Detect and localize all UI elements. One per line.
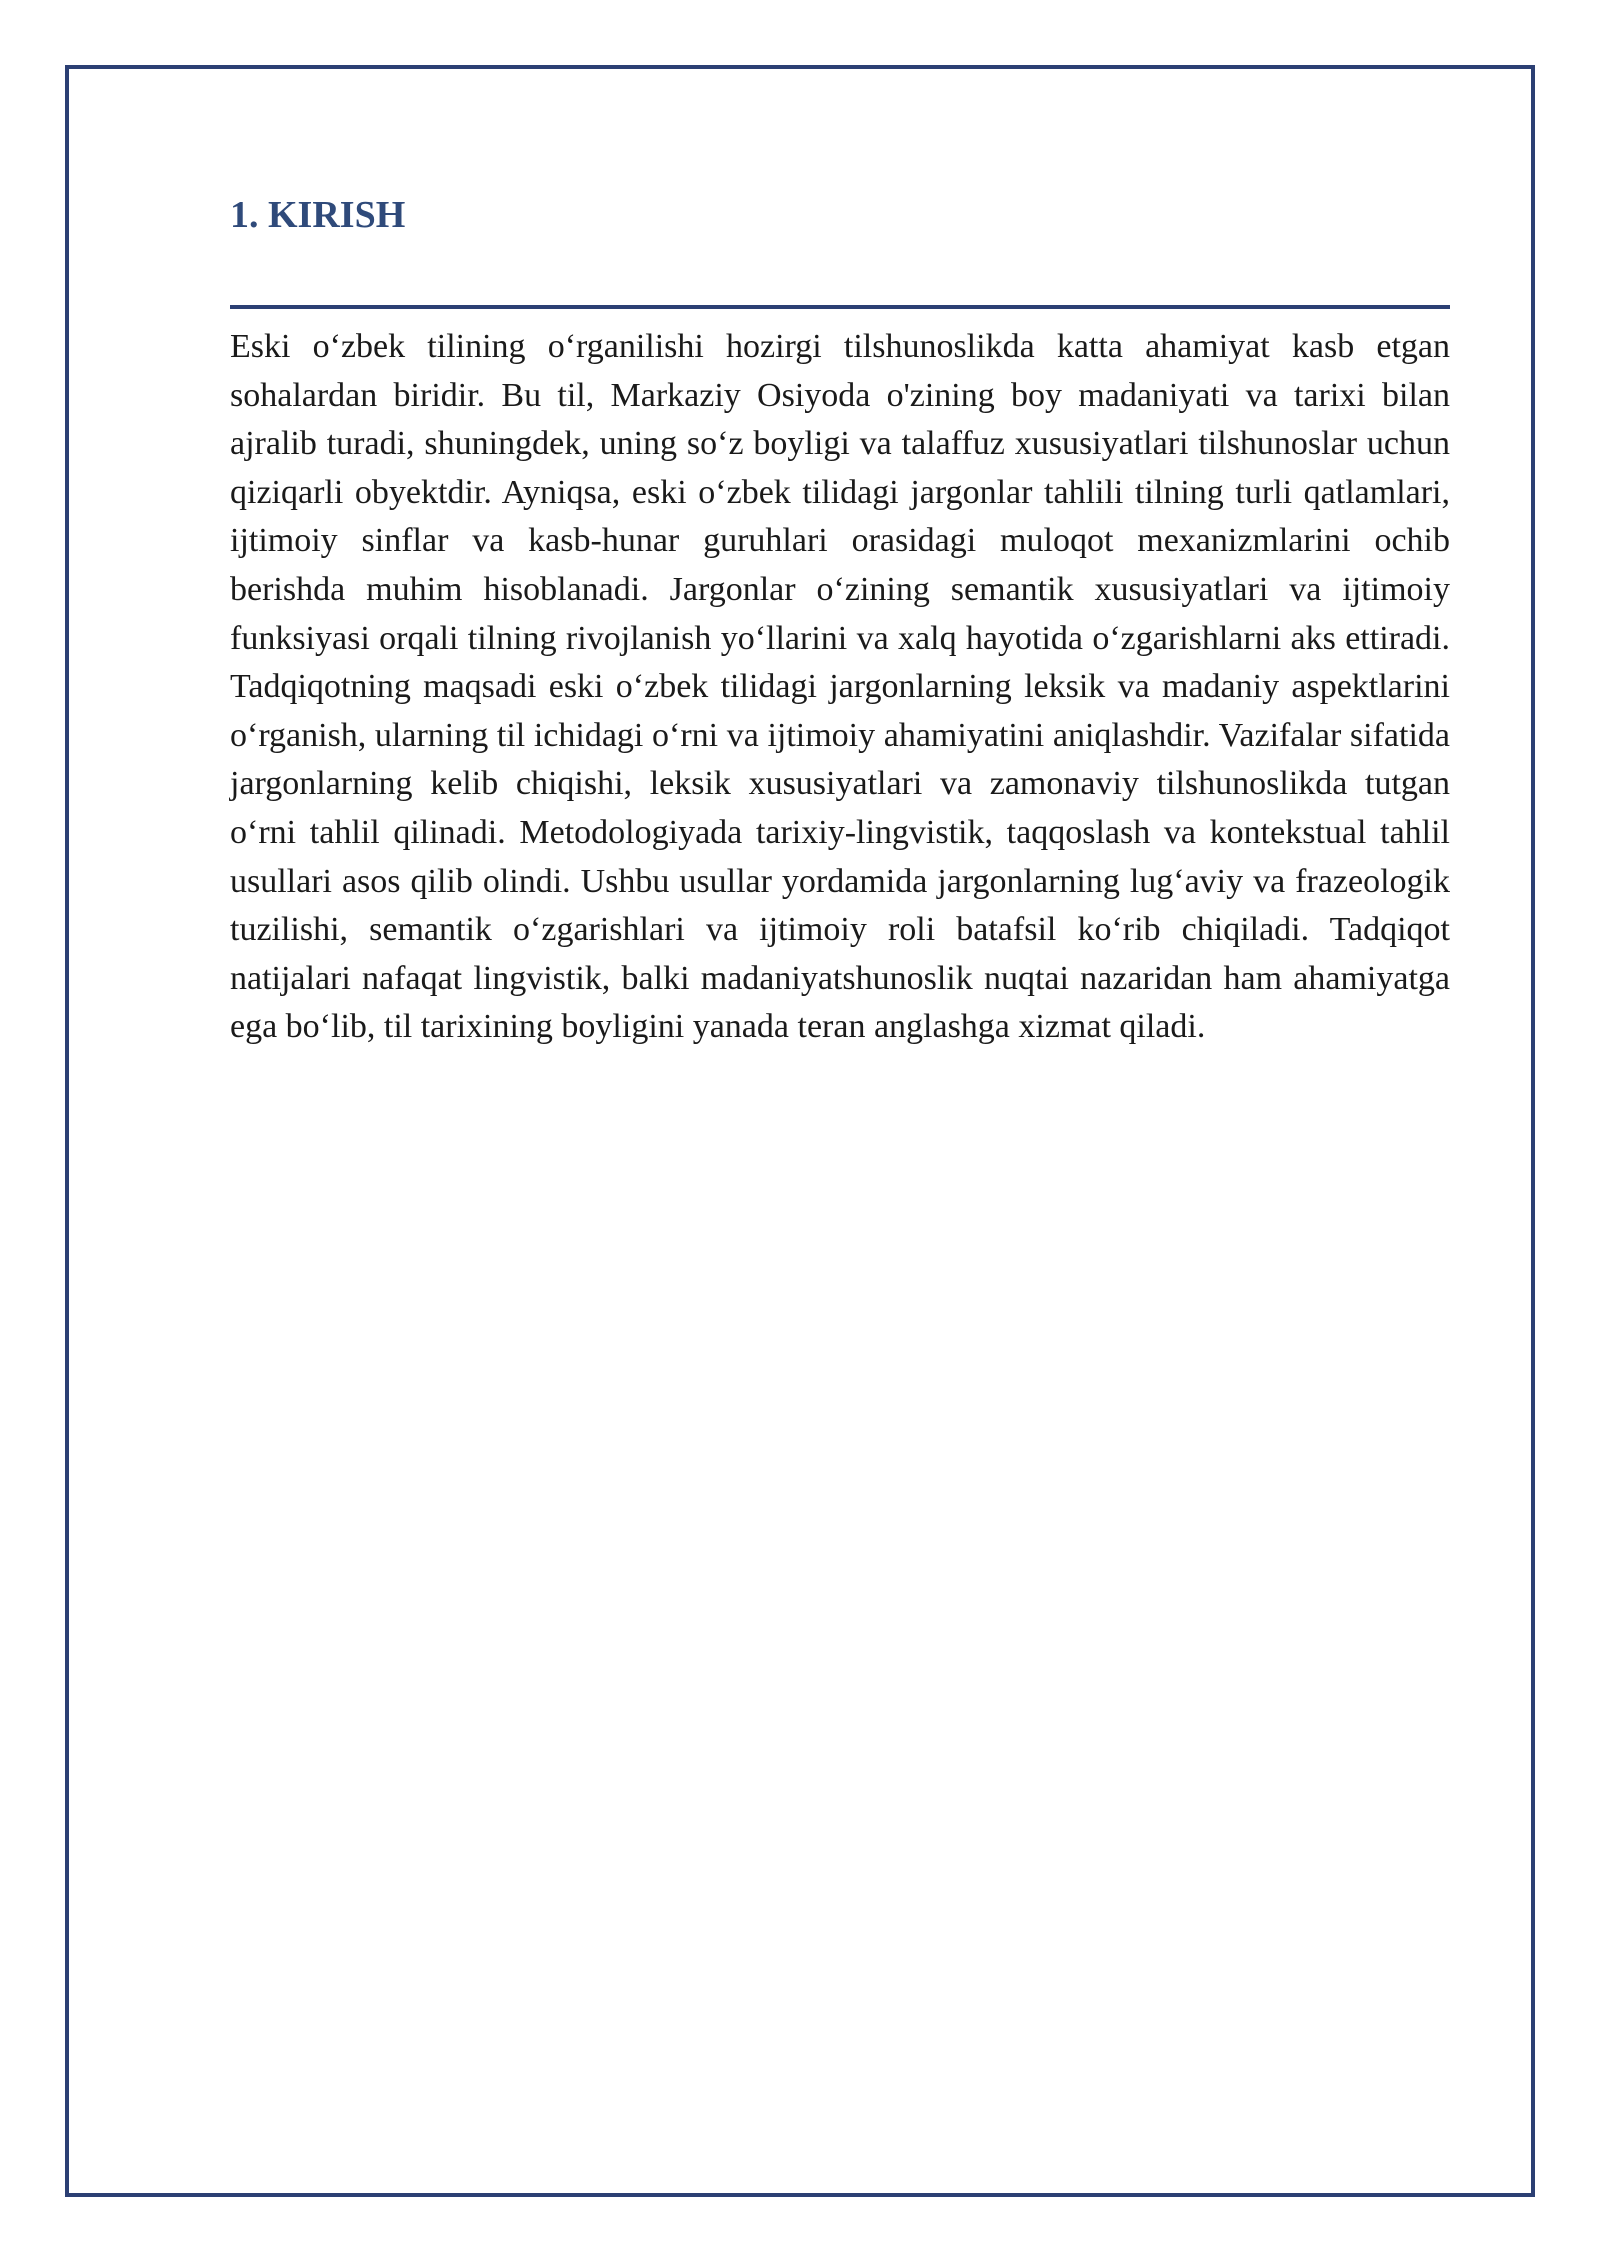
section-heading: 1. KIRISH <box>230 194 406 236</box>
heading-divider <box>230 305 1450 309</box>
body-paragraph: Eski o‘zbek tilining o‘rganilishi hozirgi tilshunoslikda katta ahamiyat kasb etgan sohalardan biridir. Bu til, Markaziy Osiyoda o'zining boy madaniyati va tarixi bilan ajralib turadi, shuningdek, uning so‘z boyligi va talaffuz xususiyatlari tilshunoslar uchun qiziqarli obyektdir. Ayniqsa, eski o‘zbek tilidagi jargonlar tahlili tilning turli qatlamlari, ijtimoiy sinflar va kasb-hunar guruhlari orasidagi muloqot mexanizmlarini ochib berishda muhim hisoblanadi. Jargonlar o‘zining semantik xususiyatlari va ijtimoiy funksiyasi orqali tilning rivojlanish yo‘llarini va xalq hayotida o‘zgarishlarni aks ettiradi. Tadqiqotning maqsadi eski o‘zbek tilidagi jargonlarning leksik va madaniy aspektlarini o‘rganish, ularning til ichidagi o‘rni va ijtimoiy ahamiyatini aniqlashdir. Vazifalar sifatida jargonlarning kelib chiqishi, leksik xususiyatlari va zamonaviy tilshunoslikda tutgan o‘rni tahlil qilinadi. Metodologiyada tarixiy-lingvistik, taqqoslash va kontekstual tahlil usullari asos qilib olindi. Ushbu usullar yordamida jargonlarning lug‘aviy va frazeologik tuzilishi, semantik o‘zgarishlari va ijtimoiy roli batafsil ko‘rib chiqiladi. Tadqiqot natijalari nafaqat lingvistik, balki madaniyatshunoslik nuqtai nazaridan ham ahamiyatga ega bo‘lib, til tarixining boyligini yanada teran anglashga xizmat qiladi. <box>230 328 1450 1046</box>
document-content <box>230 185 1450 1052</box>
